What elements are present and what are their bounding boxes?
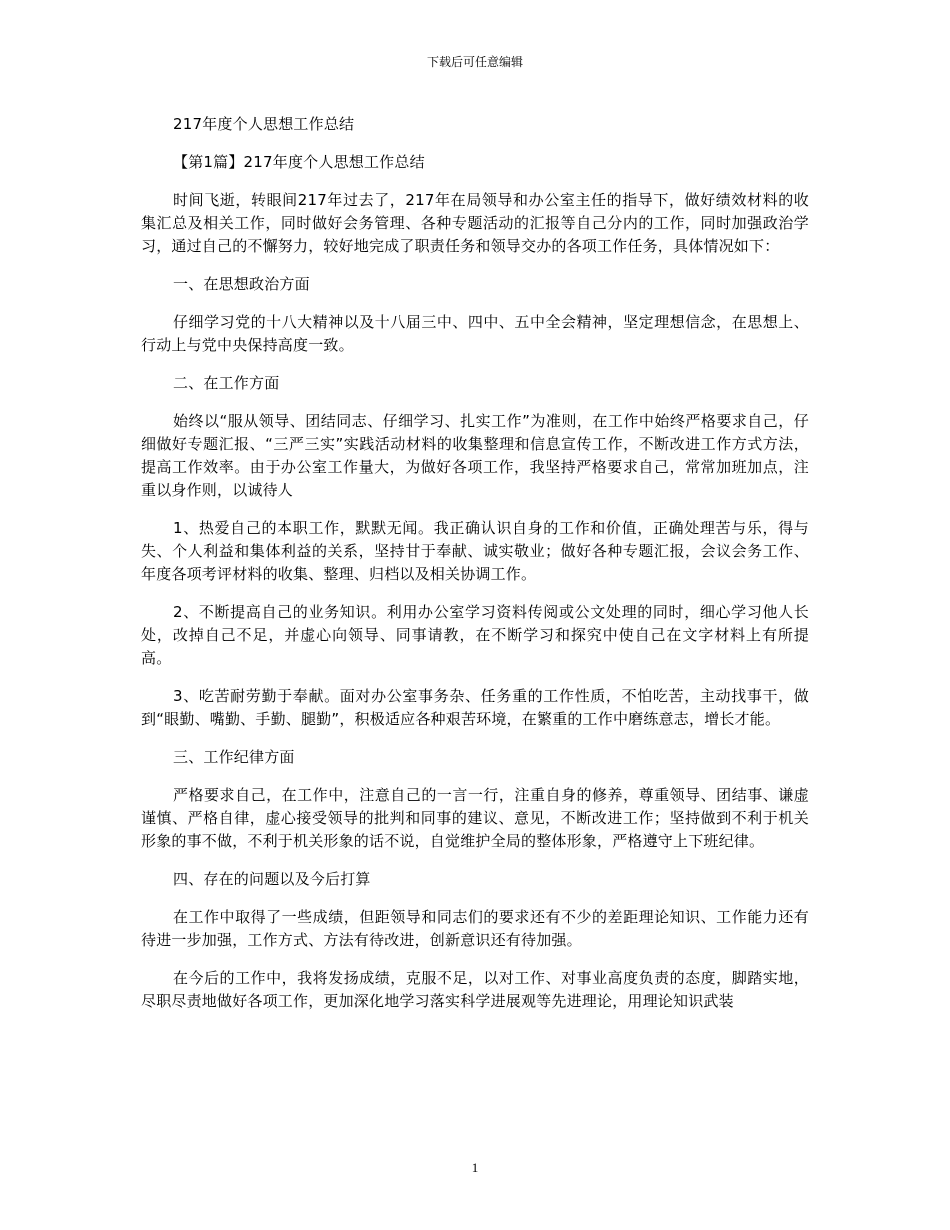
section-heading: 三、工作纪律方面 [173,748,295,766]
header-note: 下载后可任意编辑 [426,55,523,69]
document-body [141,113,809,1028]
body-paragraph: 在今后的工作中，我将发扬成绩，克服不足，以对工作、对事业高度负责的态度，脚踏实地，尽职尽责地做好各项工作，更加深化地学习落实科学进展观等先进理论，用理论知识武装 [141,969,809,1010]
page-number: 1 [471,1160,479,1175]
section-heading: 二、在工作方面 [173,374,280,392]
section-heading: 【第1篇】217年度个人思想工作总结 [173,153,425,171]
body-paragraph: 仔细学习党的十八大精神以及十八届三中、四中、五中全会精神，坚定理想信念，在思想上、行动上与党中央保持高度一致。 [141,313,809,354]
body-paragraph: 2、不断提高自己的业务知识。利用办公室学习资料传阅或公文处理的同时，细心学习他人长处，改掉自己不足，并虚心向领导、同事请教，在不断学习和探究中使自己在文字材料上有所提高。 [141,603,809,667]
body-paragraph: 严格要求自己，在工作中，注意自己的一言一行，注重自身的修养，尊重领导、团结事、谦虚谨慎、严格自律，虚心接受领导的批判和同事的建议、意见，不断改进工作；坚持做到不利于机关形象的事不做，不利于机关形象的话不说，自觉维护全局的整体形象，严格遵守上下班纪律。 [141,786,809,850]
document-title: 217年度个人思想工作总结 [173,115,355,133]
body-paragraph: 在工作中取得了一些成绩，但距领导和同志们的要求还有不少的差距理论知识、工作能力还有待进一步加强，工作方式、方法有待改进，创新意识还有待加强。 [141,908,809,949]
body-paragraph: 3、吃苦耐劳勤于奉献。面对办公室事务杂、任务重的工作性质，不怕吃苦，主动找事干，做到“眼勤、嘴勤、手勤、腿勤”，积极适应各种艰苦环境，在繁重的工作中磨练意志，增长才能。 [141,687,809,728]
body-paragraph: 时间飞逝，转眼间217年过去了，217年在局领导和办公室主任的指导下，做好绩效材料的收集汇总及相关工作，同时做好会务管理、各种专题活动的汇报等自己分内的工作，同时加强政治学习，通过自己的不懈努力，较好地完成了职责任务和领导交办的各项工作任务，具体情况如下： [141,191,809,255]
section-heading: 四、存在的问题以及今后打算 [173,870,371,888]
section-heading: 一、在思想政治方面 [173,275,310,293]
body-paragraph: 始终以“服从领导、团结同志、仔细学习、扎实工作”为准则，在工作中始终严格要求自己，仔细做好专题汇报、“三严三实”实践活动材料的收集整理和信息宣传工作，不断改进工作方式方法，提高工作效率。由于办公室工作量大，为做好各项工作，我坚持严格要求自己，常常加班加点，注重以身作则，以诚待人 [141,412,809,499]
body-paragraph: 1、热爱自己的本职工作，默默无闻。我正确认识自身的工作和价值，正确处理苦与乐，得与失、个人利益和集体利益的关系，坚持甘于奉献、诚实敬业；做好各种专题汇报，会议会务工作、年度各项考评材料的收集、整理、归档以及相关协调工作。 [141,519,809,583]
